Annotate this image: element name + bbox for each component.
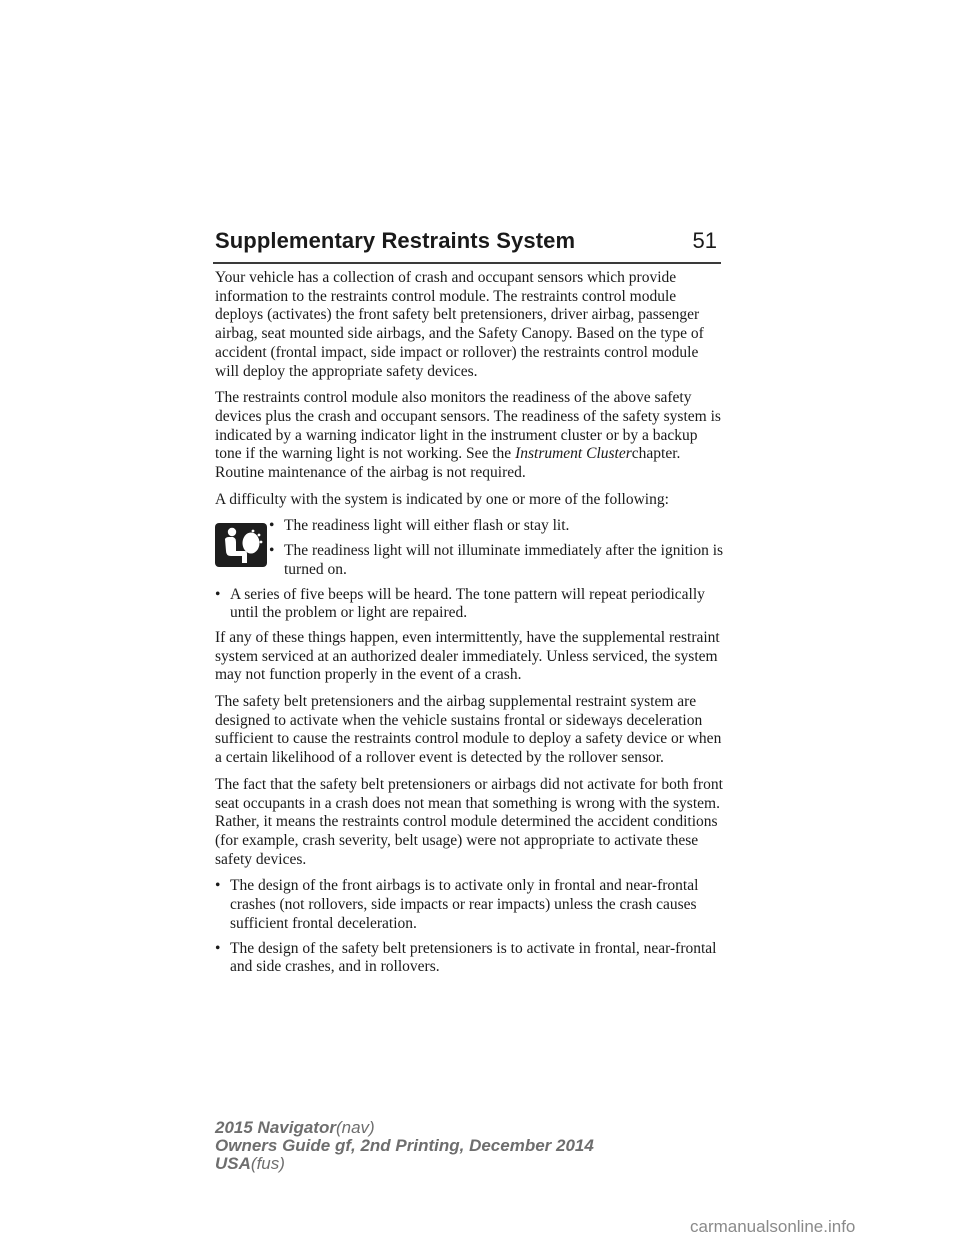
- section-title: Supplementary Restraints System: [215, 228, 576, 253]
- page-number: 51: [692, 228, 717, 253]
- instrument-cluster-reference: Instrument Cluster: [515, 445, 632, 463]
- paragraph-difficulty-intro: A difficulty with the system is indicated by one or more of the following:: [215, 490, 669, 508]
- paragraph-readiness: [215, 389, 725, 483]
- footer-model: 2015 Navigator: [215, 1118, 336, 1137]
- bullet-marker: •: [215, 585, 221, 603]
- list-item: [215, 586, 725, 623]
- list-item: [269, 517, 725, 536]
- list-item-text: The readiness light will either flash or stay lit.: [284, 517, 570, 535]
- page-header: [213, 228, 721, 264]
- list-item: [215, 940, 725, 977]
- list-item-text: The readiness light will not illuminate immediately after the ignition is turned on.: [284, 542, 724, 578]
- paragraph-readiness-continued: chapter. Routine maintenance of the airbag is not required.: [215, 445, 681, 482]
- footer-line-model: [215, 1119, 594, 1137]
- warning-light-block: [215, 517, 725, 579]
- warning-light-list: [269, 517, 725, 579]
- bullet-marker: •: [269, 517, 275, 535]
- paragraph-service: If any of these things happen, even intermittently, have the supplemental restraint system serviced at an authorized dealer immediately. Unless serviced, the system may not function properly in the event of a crash.: [215, 628, 720, 684]
- list-item-text: The design of the front airbags is to activate only in frontal and near-frontal crashes (not rollovers, side impacts or rear impacts) unless the crash causes sufficient frontal deceleration.: [230, 877, 699, 932]
- bullet-marker: •: [215, 877, 221, 895]
- footer-line-edition: Owners Guide gf, 2nd Printing, December 2014: [215, 1136, 594, 1155]
- page-content: [215, 269, 725, 983]
- document-footer: [215, 1119, 594, 1173]
- list-item-text: A series of five beeps will be heard. The tone pattern will repeat periodically until the problem or light are repaired.: [230, 585, 705, 622]
- list-item: [215, 877, 725, 933]
- footer-model-code: (nav): [335, 1118, 375, 1137]
- paragraph-sensors: Your vehicle has a collection of crash and occupant sensors which provide information to the restraints control module. The restraints control module deploys (activates) the front safety belt pretensioners, driver airbag, passenger airbag, seat mounted side airbags, and the Safety Canopy. Based on the type of accident (frontal impact, side impact or rollover) the restraints control module will deploy the appropriate safety devices.: [215, 269, 704, 380]
- airbag-warning-icon: [215, 523, 267, 567]
- footer-market: USA: [215, 1154, 251, 1173]
- list-item-text: The design of the safety belt pretensioners is to activate in frontal, near-frontal and side crashes, and in rollovers.: [230, 939, 717, 976]
- bullet-marker: •: [269, 542, 275, 560]
- paragraph-activation: The safety belt pretensioners and the airbag supplemental restraint system are designed to activate when the vehicle sustains frontal or sideways deceleration sufficient to cause the restraints control module to deploy a safety device or when a certain likelihood of a rollover event is detected by the rollover sensor.: [215, 693, 722, 767]
- paragraph-non-activation: The fact that the safety belt pretensioners or airbags did not activate for both front seat occupants in a crash does not mean that something is wrong with the system. Rather, it means the restraints control module determined the accident conditions (for example, crash severity, belt usage) were not appropriate to activate these safety devices.: [215, 775, 723, 868]
- footer-line-market: [215, 1155, 594, 1173]
- bullet-marker: •: [215, 939, 221, 957]
- watermark: carmanualsonline.info: [690, 1217, 856, 1236]
- list-item: [269, 542, 725, 579]
- paragraph-readiness-text: The restraints control module also monitors the readiness of the above safety devices plus the crash and occupant sensors. The readiness of the safety system is indicated by a warning indicator light in the instrument cluster or by a backup tone if the warning light is not working. See the: [215, 389, 721, 463]
- footer-market-code: (fus): [250, 1154, 285, 1173]
